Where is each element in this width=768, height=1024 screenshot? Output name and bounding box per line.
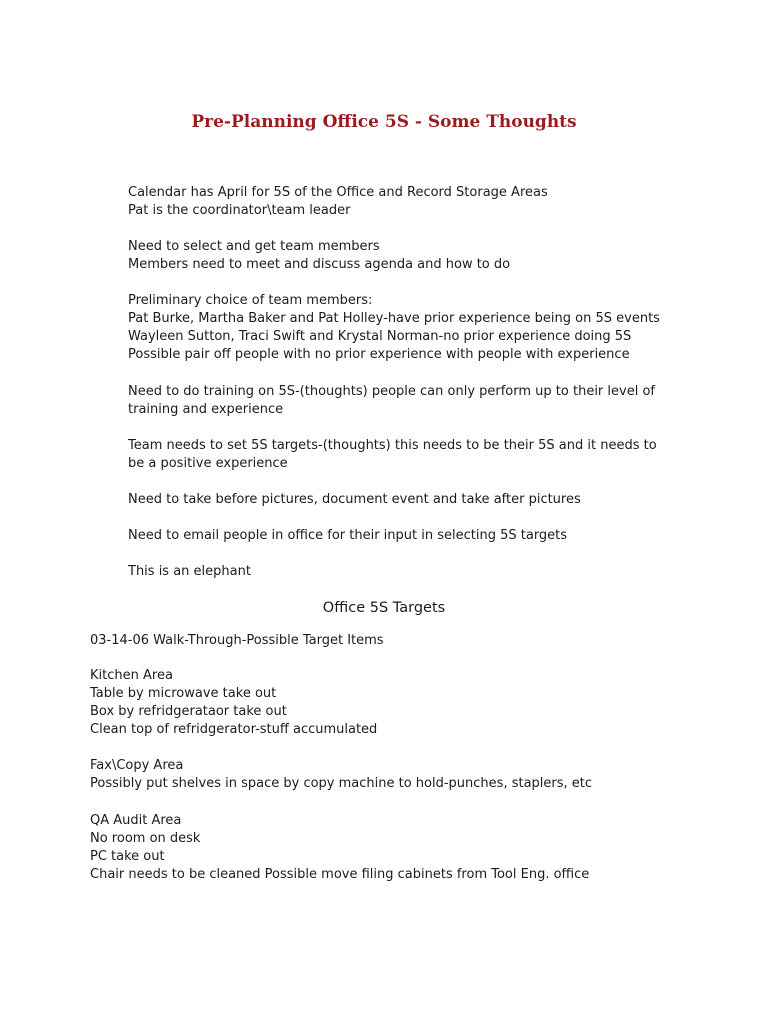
thought-line: Pat Burke, Martha Baker and Pat Holley-have prior experience being on 5S events: [128, 311, 660, 326]
area-heading-kitchen: Kitchen Area: [90, 668, 173, 683]
target-item: Box by refridgerataor take out: [90, 704, 287, 719]
thought-line: Team needs to set 5S targets-(thoughts) this needs to be their 5S and it needs to: [128, 438, 657, 453]
thought-line: Need to select and get team members: [128, 239, 380, 254]
area-heading-fax-copy: Fax\Copy Area: [90, 758, 184, 773]
target-item: Possibly put shelves in space by copy machine to hold-punches, staplers, etc: [90, 776, 593, 791]
thought-line: Need to do training on 5S-(thoughts) people can only perform up to their level of: [128, 384, 655, 399]
document-title: Pre-Planning Office 5S - Some Thoughts: [191, 112, 577, 132]
thought-line: Members need to meet and discuss agenda and how to do: [128, 257, 511, 272]
thought-line: This is an elephant: [128, 564, 251, 579]
thought-line: be a positive experience: [128, 456, 288, 471]
thought-line: Pat is the coordinator\team leader: [128, 203, 351, 218]
thought-line: Wayleen Sutton, Traci Swift and Krystal Norman-no prior experience doing 5S: [128, 329, 632, 344]
targets-heading: Office 5S Targets: [322, 600, 446, 616]
target-item: No room on desk: [90, 831, 201, 846]
target-item: Table by microwave take out: [90, 686, 277, 701]
thought-line: Possible pair off people with no prior experience with people with experience: [128, 347, 630, 362]
thought-line: Need to take before pictures, document event and take after pictures: [128, 492, 581, 507]
target-item: Clean top of refridgerator-stuff accumulated: [90, 722, 378, 737]
thought-line: training and experience: [128, 402, 284, 417]
area-heading-qa-audit: QA Audit Area: [90, 813, 182, 828]
walkthrough-line: 03-14-06 Walk-Through-Possible Target Items: [90, 633, 384, 648]
thought-line: Preliminary choice of team members:: [128, 293, 373, 308]
target-item: PC take out: [90, 849, 165, 864]
thought-line: Calendar has April for 5S of the Office and Record Storage Areas: [128, 185, 548, 200]
target-item: Chair needs to be cleaned Possible move filing cabinets from Tool Eng. office: [90, 867, 590, 882]
thought-line: Need to email people in office for their input in selecting 5S targets: [128, 528, 568, 543]
